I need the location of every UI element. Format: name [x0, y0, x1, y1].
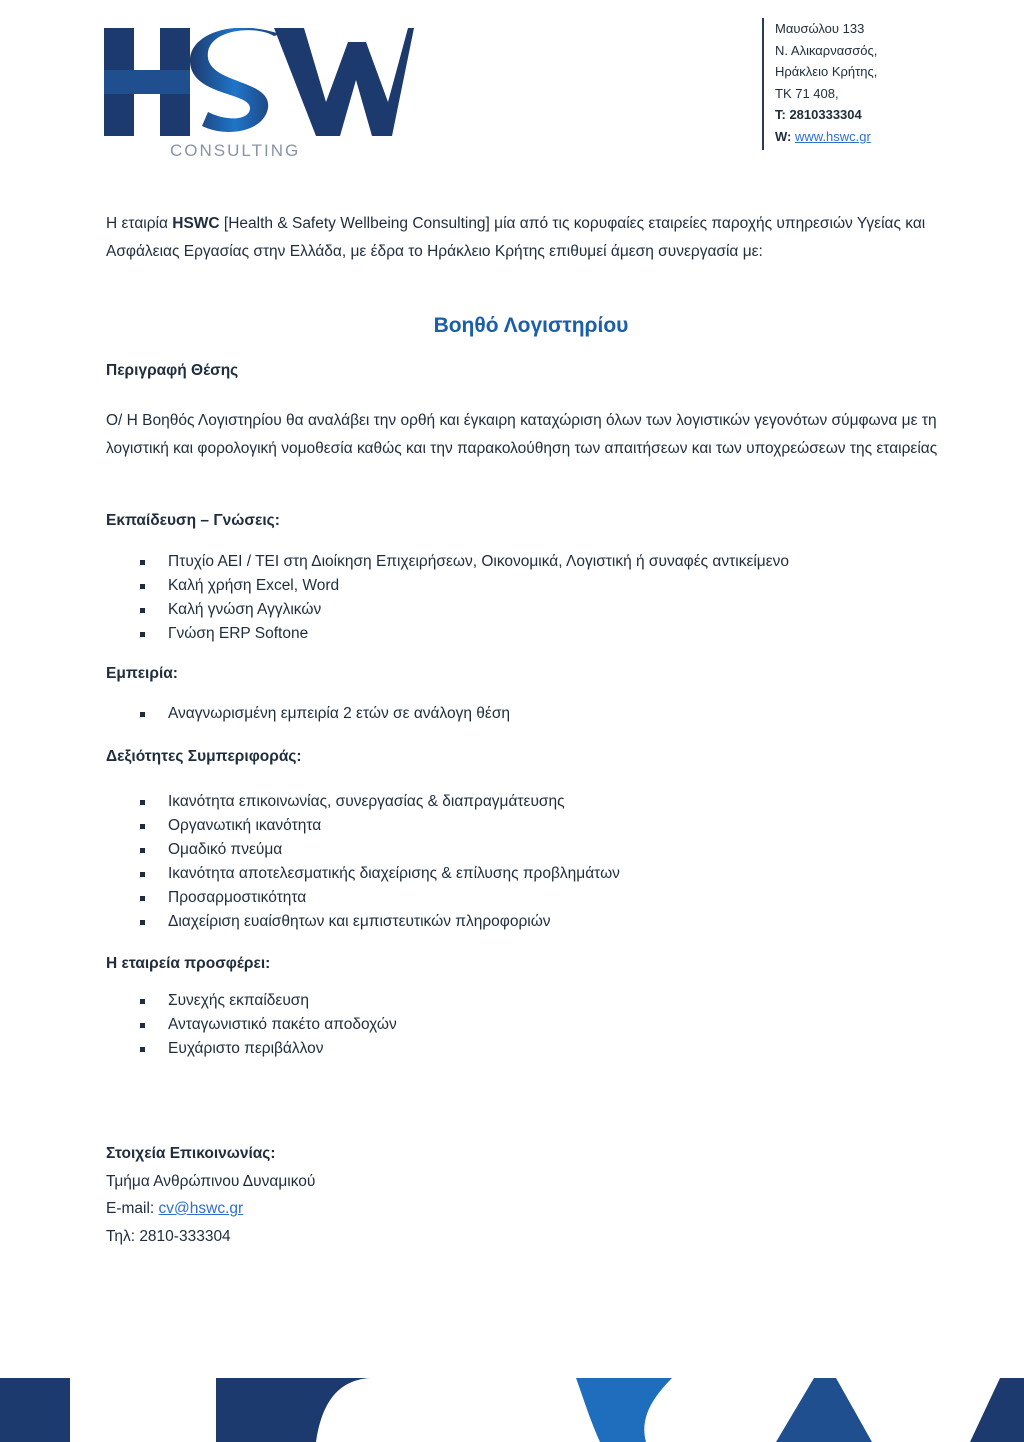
address-line: Μαυσώλου 133: [775, 21, 865, 36]
contact-heading: Στοιχεία Επικοινωνίας:: [106, 1145, 276, 1162]
logo-subtitle: CONSULTING: [170, 141, 301, 160]
list-item: Αναγνωρισμένη εμπειρία 2 ετών σε ανάλογη θέση: [106, 702, 510, 726]
contact-phone: Τηλ: 2810-333304: [106, 1227, 231, 1245]
education-list: [106, 550, 789, 646]
list-item: Γνώση ERP Softone: [106, 622, 789, 646]
list-item: Καλή χρήση Excel, Word: [106, 574, 789, 598]
list-item: Πτυχίο ΑΕΙ / ΤΕΙ στη Διοίκηση Επιχειρήσεων, Οικονομικά, Λογιστική ή συναφές αντικείμενο: [106, 550, 789, 574]
skills-heading: Δεξιότητες Συμπεριφοράς:: [106, 748, 302, 765]
list-item: Ικανότητα επικοινωνίας, συνεργασίας & διαπραγμάτευσης: [106, 790, 620, 814]
description-heading: Περιγραφή Θέσης: [106, 362, 239, 379]
list-item: Οργανωτική ικανότητα: [106, 814, 620, 838]
address-line: Ηράκλειο Κρήτης,: [775, 64, 878, 80]
list-item: Ευχάριστο περιβάλλον: [106, 1037, 397, 1061]
list-item: Ανταγωνιστικό πακέτο αποδοχών: [106, 1013, 397, 1037]
contact-department: Τμήμα Ανθρώπινου Δυναμικού: [106, 1172, 316, 1190]
experience-list: [106, 702, 510, 726]
address-phone: T: 2810333304: [775, 107, 862, 123]
offers-heading: Η εταιρεία προσφέρει:: [106, 955, 271, 972]
list-item: Ικανότητα αποτελεσματικής διαχείρισης & επίλυσης προβλημάτων: [106, 862, 620, 886]
job-title: Βοηθό Λογιστηρίου: [433, 314, 629, 337]
email-link[interactable]: cv@hswc.gr: [158, 1200, 244, 1217]
address-web: W: www.hswc.gr: [775, 128, 871, 144]
list-item: Ομαδικό πνεύμα: [106, 838, 620, 862]
list-item: Διαχείριση ευαίσθητων και εμπιστευτικών πληροφοριών: [106, 910, 620, 934]
skills-list: [106, 790, 620, 934]
offers-list: [106, 989, 397, 1061]
address-line: ΤΚ 71 408,: [775, 85, 839, 101]
hsw-consulting-logo: [104, 28, 414, 160]
website-link[interactable]: www.hswc.gr: [794, 128, 871, 144]
logo-wordmark: [104, 28, 414, 136]
description-text: Ο/ Η Βοηθός Λογιστηρίου θα αναλάβει την ορθή και έγκαιρη καταχώριση όλων των λογιστικών γεγονότων σύμφωνα με τη λογιστική και φορολογική νομοθεσία καθώς και την παρακολούθηση των απαιτήσεων και των υποχρεώσεων της εταιρείας: [106, 412, 938, 457]
footer-decoration: [0, 1370, 1024, 1442]
education-heading: Εκπαίδευση – Γνώσεις:: [106, 512, 280, 529]
list-item: Καλή γνώση Αγγλικών: [106, 598, 789, 622]
contact-email-row: E-mail: cv@hswc.gr: [106, 1200, 244, 1217]
address-line: Ν. Αλικαρνασσός,: [775, 42, 878, 58]
list-item: Προσαρμοστικότητα: [106, 886, 620, 910]
list-item: Συνεχής εκπαίδευση: [106, 989, 397, 1013]
experience-heading: Εμπειρία:: [106, 665, 178, 682]
company-address-block: [762, 18, 962, 150]
intro-paragraph: Η εταιρία HSWC [Health & Safety Wellbeing Consulting] μία από τις κορυφαίες εταιρείες παροχής υπηρεσιών Υγείας και Ασφάλειας Εργασίας στην Ελλάδα, με έδρα το Ηράκλειο Κρήτης επιθυμεί άμεση συνεργασία με:: [106, 215, 926, 260]
company-name: HSWC: [172, 215, 220, 232]
contact-block: [106, 1140, 315, 1250]
